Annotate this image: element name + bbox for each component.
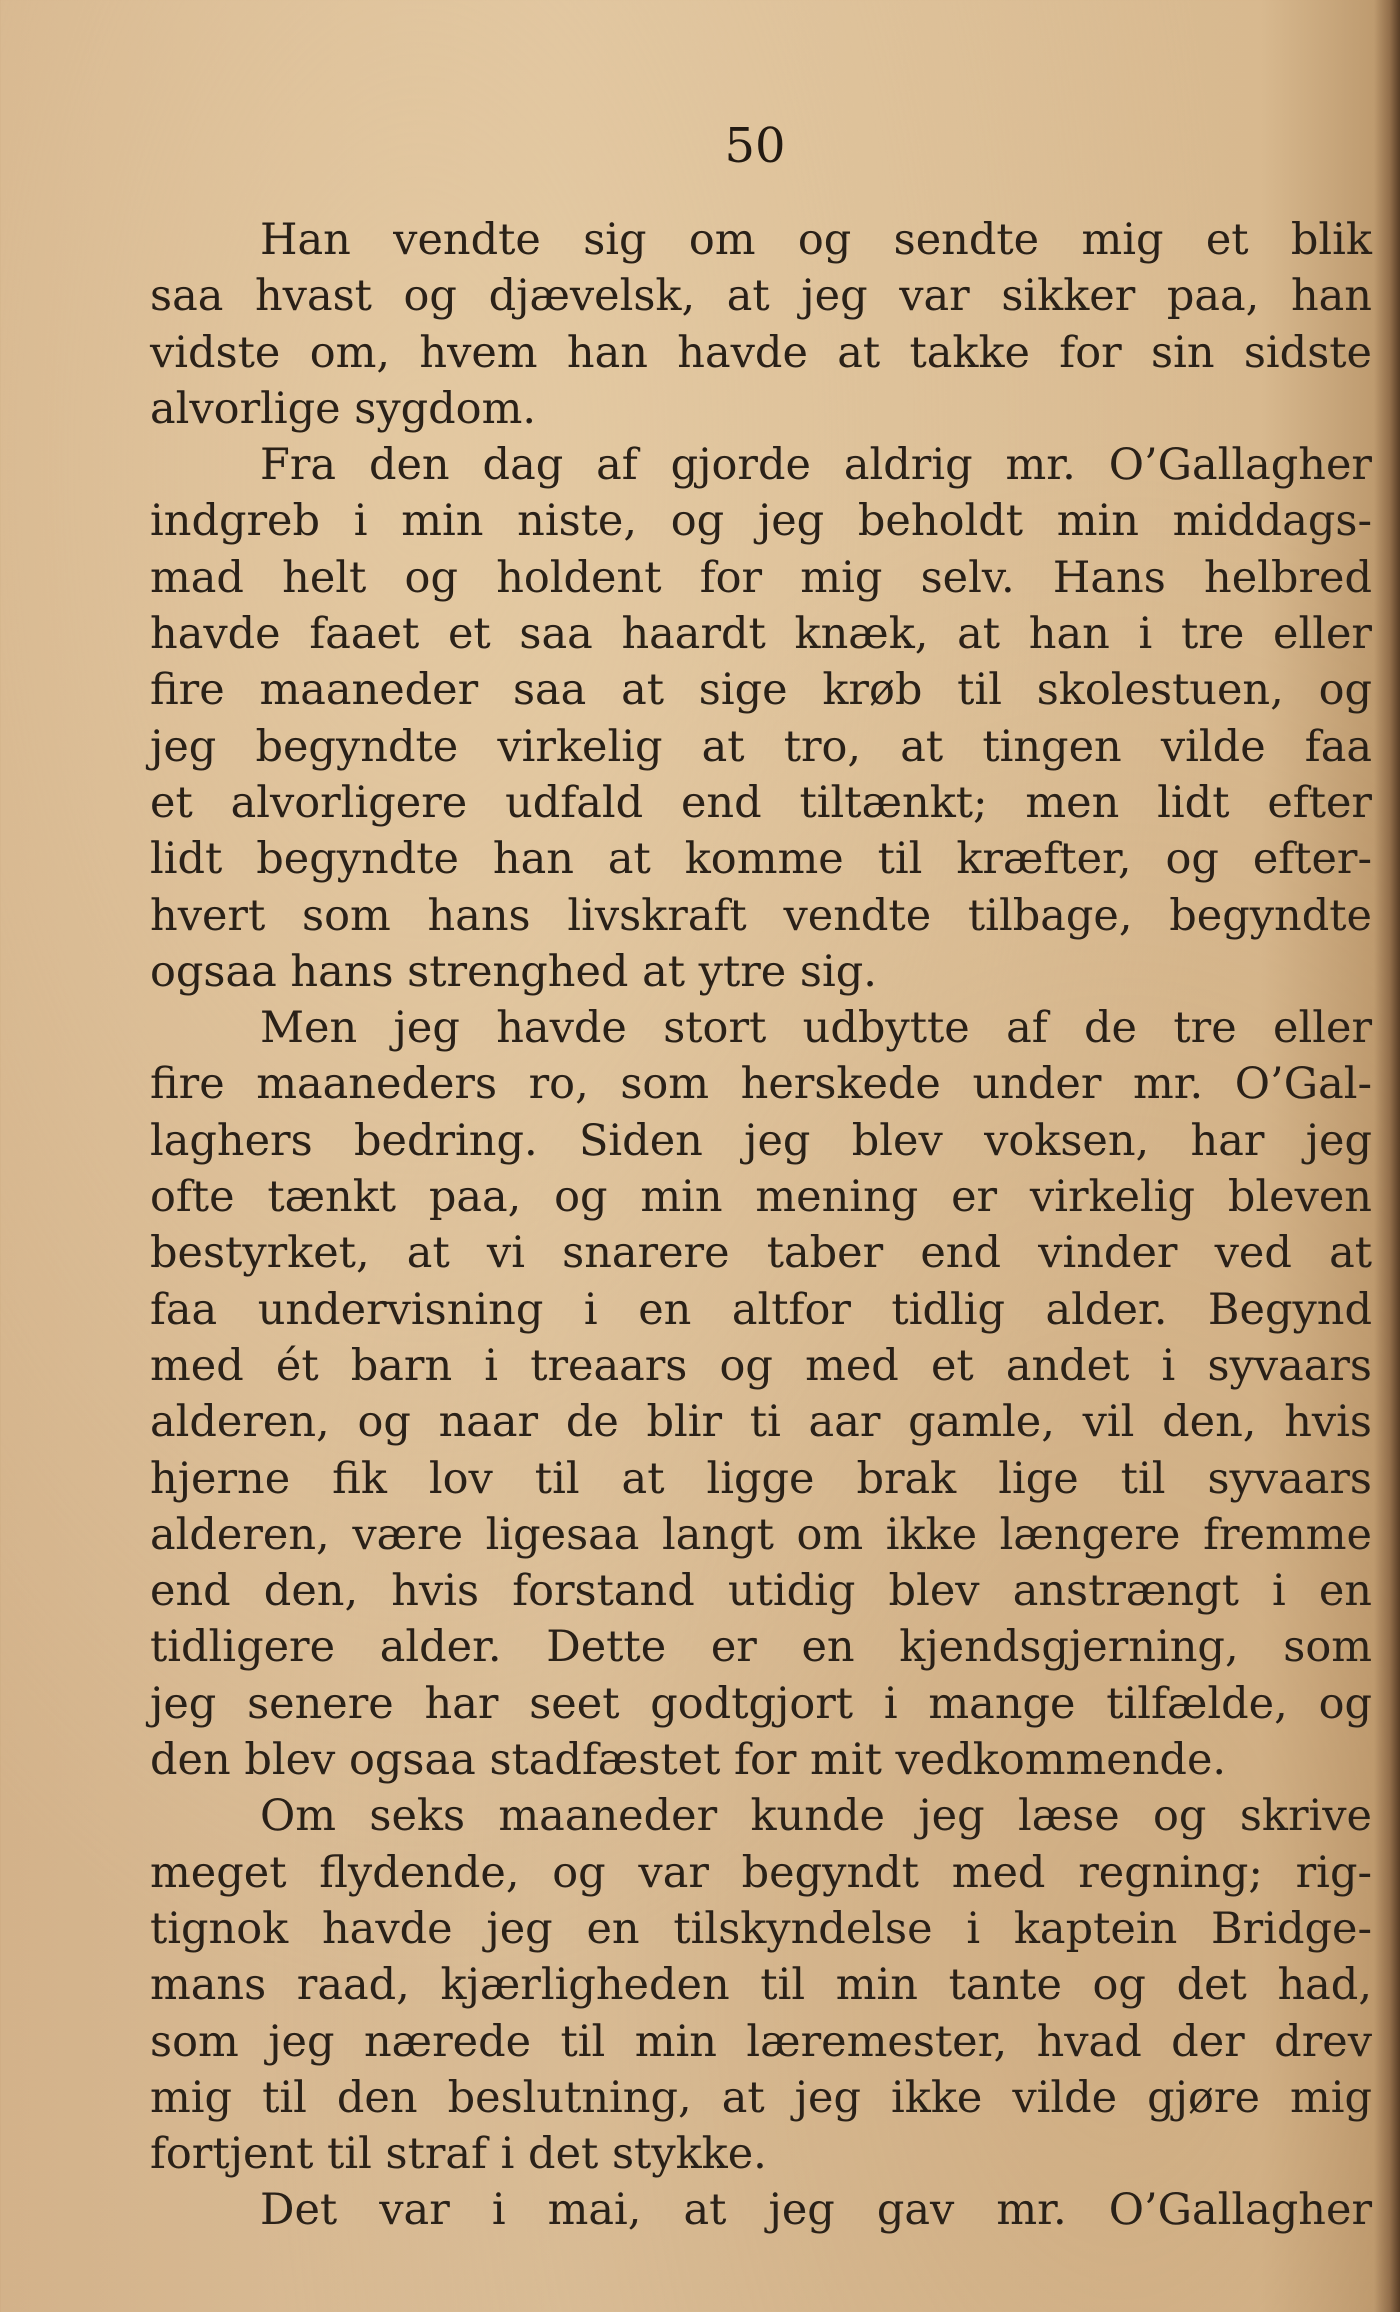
text-line: Om seks maaneder kunde jeg læse og skrive <box>260 1791 1372 1842</box>
text-line: hvert som hans livskraft vendte tilbage, begyndte <box>150 890 1372 941</box>
text-line: tignok havde jeg en tilskyndelse i kaptein Bridge- <box>150 1903 1372 1954</box>
text-line: mans raad, kjærligheden til min tante og det had, <box>150 1960 1372 2011</box>
text-line: alvorlige sygdom. <box>150 383 537 434</box>
text-line: vidste om, hvem han havde at takke for sin sidste <box>150 327 1372 378</box>
text-line: Fra den dag af gjorde aldrig mr. O’Gallagher <box>260 440 1372 491</box>
text-line: ogsaa hans strenghed at ytre sig. <box>150 946 877 997</box>
body-text <box>150 212 1372 2239</box>
text-line: Men jeg havde stort udbytte af de tre eller <box>260 1003 1372 1054</box>
text-line: havde faaet et saa haardt knæk, at han i tre eller <box>150 609 1372 660</box>
text-line: faa undervisning i en altfor tidlig alder. Begynd <box>150 1284 1372 1335</box>
page-edge-shadow <box>1374 0 1400 2312</box>
text-line: lidt begyndte han at komme til kræfter, og efter- <box>150 834 1372 885</box>
text-line: meget flydende, og var begyndt med regning; rig- <box>150 1847 1372 1898</box>
text-line: mig til den beslutning, at jeg ikke vilde gjøre mig <box>150 2072 1372 2123</box>
text-line: alderen, og naar de blir ti aar gamle, vil den, hvis <box>150 1397 1372 1448</box>
text-line: som jeg nærede til min læremester, hvad der drev <box>150 2016 1372 2067</box>
text-line: jeg begyndte virkelig at tro, at tingen vilde faa <box>150 721 1372 772</box>
text-line: jeg senere har seet godtgjort i mange tilfælde, og <box>150 1678 1372 1729</box>
text-line: hjerne fik lov til at ligge brak lige til syvaars <box>150 1453 1372 1504</box>
text-line: den blev ogsaa stadfæstet for mit vedkommende. <box>150 1735 1227 1786</box>
text-line: fire maaneder saa at sige krøb til skolestuen, og <box>150 665 1372 716</box>
text-line: indgreb i min niste, og jeg beholdt min middags- <box>150 496 1372 547</box>
text-line: ofte tænkt paa, og min mening er virkelig bleven <box>150 1172 1372 1223</box>
text-line: Han vendte sig om og sendte mig et blik <box>260 215 1372 265</box>
text-line: et alvorligere udfald end tiltænkt; men lidt efter <box>150 777 1372 828</box>
text-line: saa hvast og djævelsk, at jeg var sikker paa, han <box>150 271 1372 322</box>
page-number: 50 <box>724 118 786 174</box>
text-line: mad helt og holdent for mig selv. Hans helbred <box>150 552 1372 603</box>
text-line: tidligere alder. Dette er en kjendsgjerning, som <box>150 1622 1372 1673</box>
text-line: med ét barn i treaars og med et andet i syvaars <box>150 1340 1372 1391</box>
text-line: fire maaneders ro, som herskede under mr. O’Gal- <box>150 1059 1372 1110</box>
text-line: fortjent til straf i det stykke. <box>150 2129 767 2180</box>
text-line: bestyrket, at vi snarere taber end vinder ved at <box>150 1228 1372 1279</box>
text-line: alderen, være ligesaa langt om ikke længere fremme <box>150 1509 1372 1560</box>
text-line: end den, hvis forstand utidig blev anstrængt i en <box>150 1566 1372 1617</box>
text-line: Det var i mai, at jeg gav mr. O’Gallagher <box>260 2185 1372 2236</box>
text-line: laghers bedring. Siden jeg blev voksen, har jeg <box>150 1115 1372 1166</box>
